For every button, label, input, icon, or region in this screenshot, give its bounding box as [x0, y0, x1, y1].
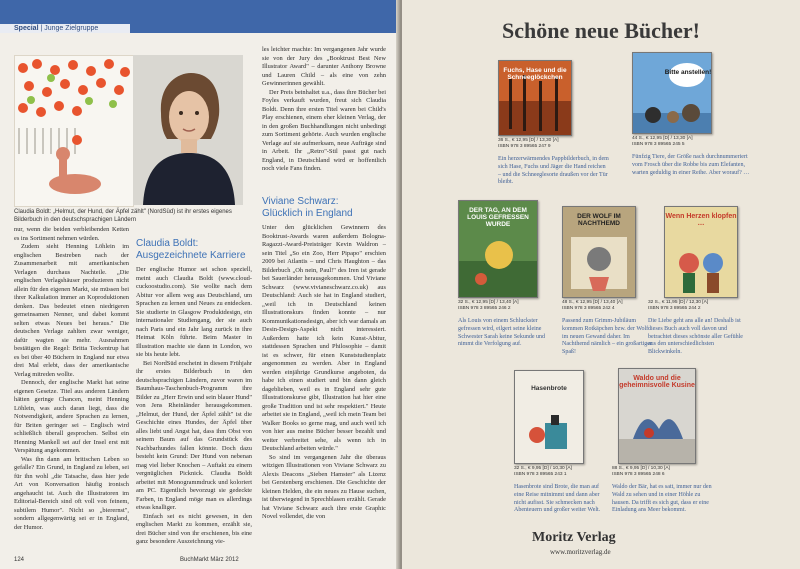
section-heading-boldt: Claudia Boldt: Ausgezeichnete Karriere [136, 238, 246, 261]
paragraph: Der Preis beinhaltet u.a., dass ihre Bücher bei Foyles verkauft wurden, freut sich Claudia Boldt. Denn ihre ersten Titel waren bei Child's Play erschienen, einem eher kleinen Verlag, der in den großen Buchhandlungen nicht unbedingt zum Sortiment gehörte. Auch wurden englische Verlage auf sie aufmerksam, neue Aufträge sind in Arbeit. Ihr „Retro"-Stil passt gut nach England, in Deutschland wird er hoffentlich noch viele Fans finden. [262, 88, 386, 172]
article-column-3-top [262, 46, 386, 186]
book-cover: Wenn Herzen klopfen … [664, 206, 738, 298]
paragraph: Dennoch, der englische Markt hat seine eigenen Gesetze. Titel aus anderen Ländern hätten geringe Chancen, meint Henning Löhlein, was auch daran liegt, dass die Notwendigkeit, andere Sprachen zu lernen, für Briten geringer sei – Englisch wird schließlich überall gesprochen. Selbst ein Henning Mankell sei auf der Insel erst mit Verspätung angekommen. [14, 379, 129, 454]
article-column-2 [136, 266, 252, 546]
book-blurb: Passend zum Grimm-Jubiläum kommen Rotkäpchen bzw. der Wolf im neuen Gewand daher. Im Nachthemd nämlich – ein großartiger Spaß! [562, 318, 652, 356]
article-column-3-bottom [262, 224, 386, 546]
book-blurb: Als Louis von einem Schluckster gefressen wird, eilgert seine kleine Schwester Sarah keine Sekunde und nimmt die Verfolgung auf. [458, 318, 545, 348]
paragraph: Einfach sei es nicht gewesen, in den englischen Markt zu kommen, erzählt sie, drei Bücher sind von ihr erschienen, bis eine ganz besondere Auszeichnung vie- [136, 512, 252, 545]
publisher-logo: Moritz Verlag [532, 530, 616, 545]
image-caption: Claudia Boldt: „Helmut, der Hund, der Äpfel zählt" (NordSüd) ist ihr erstes eigenes Bilderbuch in den deutschsprachigen Ländern [14, 209, 232, 223]
magazine-issue: BuchMarkt März 2012 [180, 557, 239, 563]
ad-title: Schöne neue Bücher! [502, 18, 700, 43]
book-meta: 44 S., € 12,95 [D] / 13,30 [A] ISBN 978 3 89565 245 5 [632, 136, 693, 147]
paragraph: nur, wenn die beiden verbleibenden Ketten es ins Sortiment nehmen würden. [14, 226, 129, 242]
book-blurb: Hasenbrote sind Brote, die man auf eine Reise mitnimmt und dann aber nicht aufisst. Sie schmecken nach Abenteuern und großer weiter Welt. [514, 484, 601, 514]
right-page-advertisement [402, 0, 800, 569]
paragraph: Was ihn dann am britischen Leben so gefalle? Ein Grund, in England zu leben, sei für ihn wohl „die Tatsache, dass hier jede Art von Konversation häufig ironisch angehaucht ist. Auch die Illustratoren im Editorial-Bereich sind oft voll von feinem, subtilem Humor". Nicht so „bierernst", sondern allgegenwärtig sei er in England, der Humor. [14, 455, 129, 531]
book-cover: Fuchs, Hase und die Schneeglöckchen [498, 60, 572, 136]
book-illustration-image [14, 55, 134, 207]
paragraph: Der englische Humor sei schon speziell, meint auch Claudia Boldt (www.cloud-cuckoostudio.com). Sie wollte nach dem Abitur vor allem weg aus Deutschland, um Sprachen zu lernen und Neues zu entdecken. Sie studierte in Glasgow Produktdesign, ein internationaler Studiengang, der sie auch nach Paris und ein Jahr lang zurück in ihre Heimat Köln führte. Beim Master in Illustration machte sie dann in London, wo sie bis heute lebt. [136, 266, 252, 358]
book-cover: Hasenbrote [514, 370, 584, 464]
paragraph: Bei NordSüd erscheint in diesem Frühjahr ihr erstes Bilderbuch in den deutschsprachigen Ländern, zuvor waren im Baumhaus-Taschenbuch-Programm ihre Bilder zu „Herr Erwin und sein blauer Hund" von Jens Rheinländer herausgekommen. „Helmut, der Hund, der Äpfel zählt" ist die Geschichte eines Hundes, der Äpfel über alles liebt und Angst hat, dass ihm Obst von seinem Baum auf das Grundstück des Nachbarhundes fallen könnte. Doch dazu besteht kein Grund: Der Hund von nebenan mag viel lieber Knochen – Auftakt zu einem vergnüglichen Picknick. Claudia Boldt arbeitet mit Monogrammdruck und koloriert am PC. Eigentlich bevorzugt sie gedeckte Farben, in England möge man es allerdings etwas knalliger. [136, 359, 252, 511]
page-number: 124 [14, 557, 25, 563]
paragraph: So sind im vergangenen Jahr die überaus witzigen Illustrationen von Viviane Schwarz zu Alexis Deacons „Sieben Hamster" als Lizenz bei Gerstenberg erschienen. Die Geschichte der kleinen Helden, die ein neues zu Hause suchen, ist überwiegend in Sprechblasen erzählt. Gerade hat Viviane Schwarz auch ihre erste Graphic Novel vollendet, die von [262, 453, 386, 520]
section-heading-schwarz: Viviane Schwarz: Glücklich in England [262, 196, 353, 219]
paragraph: Zudem sieht Henning Löhlein im englischen Bestreben nach der Zusammenarbeit mit amerikanischen Verlagen durchaus Nachteile. „Die englischen Verlagshäuser produzieren nicht allein für den eigenen Markt, sie müssen bei ihrer Kalkulation immer an Koproduktionen denken. Das bedeutet einen niedrigeren gemeinsamen Nenner, und dabei kommt selten etwas Neues bei heraus." Die deutschen Verlage zahlten zwar weniger, dafür wagten sie mehr. Ausnahmen bestätigen die Regel: Britta Teckentrup hat es bei über 40 Büchern in England nur etwa drei Mal erlebt, dass der amerikanische Verlag mitreden wollte. [14, 243, 129, 378]
book-cover: Waldo und die geheimnisvolle Kusine [618, 368, 696, 464]
article-column-1 [14, 226, 129, 546]
book-meta: 48 S., € 12,95 [D] / 13,40 [A] ISBN 978 3 89565 242 4 [562, 300, 623, 311]
book-blurb: Ein herzerwärmendes Pappbilderbuch, in dem sich Hase, Fuchs und Jäger die Hand reichen – und die Schneeglesorte draußen vor der Tür bleibt. [498, 156, 609, 186]
book-meta: 32 S., € 12,95 [D] / 13,40 [A] ISBN 978 3 89565 246 2 [458, 300, 519, 311]
paragraph: les leichter machte: Im vergangenen Jahr wurde sie von der Jury des „Booktrust Best New Illustrator Award" – darunter Anthony Browne und Lauren Child – als eine von zehn Gewinnerinnen gewählt. [262, 46, 386, 87]
book-meta: 88 S., € 9,95 [D] / 10,30 [A] ISBN 978 3 89565 248 6 [612, 466, 670, 477]
book-blurb: Die Liebe geht ans alle an! Deshalb ist dieses Buch auch voll davon und betrachtet dieses schönste aller Gefühle aus den unterschiedlichsten Blickwinkeln. [648, 318, 743, 356]
book-meta: 32 S., € 11,95 [D] / 12,30 [A] ISBN 978 3 89565 244 2 [648, 300, 709, 311]
book-blurb: Waldo der Bär, hat es satt, immer nur den Wald zu sehen und in einer Höhle zu hausen. Da trifft es sich gut, dass er eine Einladung ans Meer bekommt. [612, 484, 712, 514]
book-cover: DER TAG, AN DEM LOUIS GEFRESSEN WURDE [458, 200, 538, 298]
section-kicker: Special | Junge Zielgruppe [14, 25, 99, 32]
book-cover: Bitte anstellen! [632, 52, 712, 134]
book-meta: 36 S., € 12,95 [D] / 13,30 [A] ISBN 978 3 89565 247 9 [498, 138, 559, 149]
paragraph: Unter den glücklichen Gewinnern des Booktrust-Awards waren außerdem Bologna-Ragazzi-Award-Preisträger Kevin Waldron – sein Titel „So ein Zoo, Herr Pipapo" erschien 2009 bei Atlantis – und Chris Haughton – das Bilderbuch „Oh nein, Paul!" des Iren ist gerade bei Sauerländer herausgekommen. Und Viviane Schwarz (www.vivianeschwarz.co.uk) aus Deutschland: Auch sie hat in England studiert, „weil ich in Deutschland keinen Illustrationskurs finden konnte – nur Kommunikationsdesign, aber ich war damals an Desin-Design-Aspekt nicht interessiert. Außerdem hatte ich kein Kunst-Abitur, stattdessen Sprachen und Philosophie – damit ist es schwer, für einen Kunststudienplatz angenommen zu werden. Aber in England werden einjährige Grundkurse angeboten, da habe ich einen studiert und bin dann gleich dageblieben, weil es in England sehr gute Illustrationskurse gibt, Illustration hat hier eine große Tradition und ist sehr respektiert." Heute arbeitet sie in England, „weil ich mein Team bei Walker Books so gerne mag, und auch weil ich von hier aus meine Bücher besser bezahlt und weiter verbreitet sehe, als wenn ich in Deutschland arbeiten würde." [262, 224, 386, 452]
publisher-url[interactable]: www.moritzverlag.de [550, 548, 611, 556]
author-portrait-image [133, 55, 243, 205]
book-meta: 32 S., € 9,95 [D] / 10,30 [A] ISBN 978 3 89565 243 1 [514, 466, 572, 477]
book-blurb: Fünfzig Tiere, der Größe nach durchnummeriert vom Frosch über die Robbe bis zum Elefanten, warten geduldig in einer Reihe. Aber worauf? … [632, 154, 750, 176]
book-cover: DER WOLF IM NACHTHEMD [562, 206, 636, 298]
